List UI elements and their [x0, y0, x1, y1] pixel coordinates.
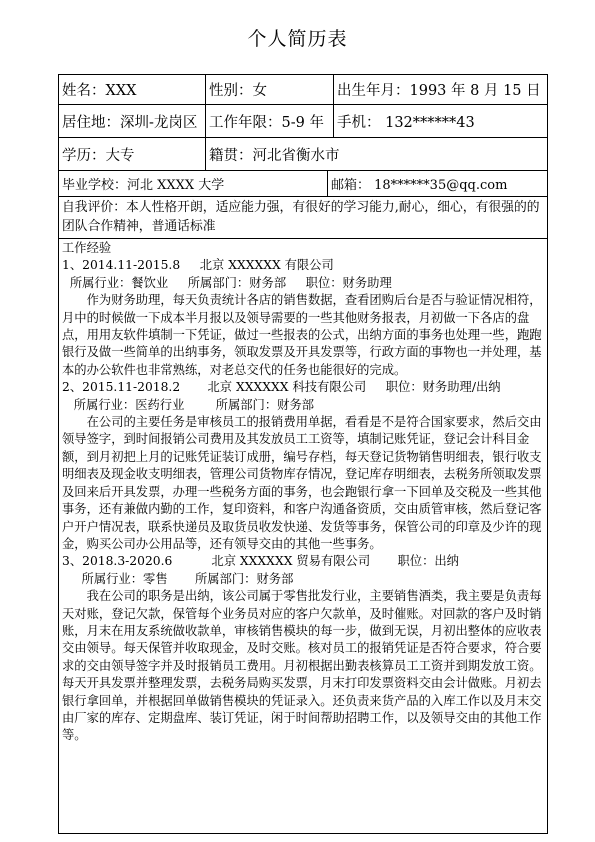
row-school — [58, 170, 548, 196]
work-section — [59, 239, 547, 833]
job-2-detail: 所属行业：医药行业 所属部门：财务部 — [62, 397, 315, 412]
residence-cell: 居住地：深圳-龙岗区 — [59, 105, 206, 137]
email-cell: 邮箱： 18******35@qq.com — [331, 178, 508, 193]
row-residence — [58, 104, 548, 137]
work-years-cell: 工作年限：5-9 年 — [206, 105, 334, 137]
row-work-experience — [58, 238, 548, 834]
work-heading: 工作经验 — [62, 241, 112, 255]
gender-cell: 性别：女 — [206, 75, 334, 104]
row-self-eval — [58, 196, 548, 238]
education-cell: 学历：大专 — [59, 138, 206, 170]
job-2-header: 2、2015.11-2018.2 北京 XXXXXX 科技有限公司 职位：财务助理/出纳 — [62, 380, 501, 395]
phone-cell: 手机： 132******43 — [337, 114, 475, 131]
job-1-header: 1、2014.11-2015.8 北京 XXXXXX 有限公司 — [62, 258, 334, 273]
job-2-description: 在公司的主要任务是审核员工的报销费用单据，看看是不是符合国家要求，然后交由领导签字，到时间报销公司费用及其发放员工工资等，填制记账凭证，登记会计科目金额，到月初把上月的记账凭证装订成册，编号存档，每天登记货物销售明细表，银行收支明细表及现金收支明细表，管理公司货物库存情况，登记库存明细表，去税务所领取发票及回来后开具发票，办理一些税务方面的事务，也会跑银行拿一下回单及交税及一些其他事务，还有兼做内勤的工作，复印资料，和客户沟通备资质，交由质管审核，然后登记客户开户情况表，联系快递员及取货员收发快递、发货等事务，保管公司的印章及少许的现金，购买公司办公用品等，还有领导交由的其他一些事务。 — [62, 415, 542, 551]
resume-table — [58, 74, 548, 834]
self-evaluation: 自我评价：本人性格开朗，适应能力强，有很好的学习能力,耐心，细心，有很强的的团队合作精神，普通话标准 — [62, 200, 540, 234]
page-title: 个人简历表 — [247, 28, 348, 50]
birth-cell: 出生年月：1993 年 8 月 15 日 — [337, 83, 541, 99]
job-3-header: 3、2018.3-2020.6 北京 XXXXXX 贸易有限公司 职位：出纳 — [62, 554, 459, 569]
job-1-description: 作为财务助理，每天负责统计各店的销售数据，查看团购后台是否与验证情况相符，月中的时候做一下成本半月报以及领导需要的一些其他财务报表，月初做一下各店的盘点，用用友软件填制一下凭证，做过一些报表的公式，出纳方面的事务也处理一些，跑跑银行及做一些简单的出纳事务，领取发票及开具发票等，行政方面的事物也一并处理，基本的办公软件也非常熟练，对老总交代的任务也能很好的完成。 — [62, 293, 542, 377]
row-basic-info — [58, 74, 548, 104]
school-cell: 毕业学校：河北 XXXX 大学 — [59, 171, 328, 196]
row-education — [58, 137, 548, 170]
hometown-cell: 籍贯：河北省衡水市 — [209, 147, 340, 164]
job-3-description: 我在公司的职务是出纳，该公司属于零售批发行业，主要销售酒类，我主要是负责每天对账，登记欠款，保管每个业务员对应的客户欠款单，及时催账。对回款的客户及时销账，月末在用友系统做收款单，审核销售模块的每一步，做到无误，月初出整体的应收表交由领导。每天保管并收取现金，及时交账。核对员工的报销凭证是否符合要求，符合要求的交由领导签字并及时报销员工费用。月初根据出勤表核算员工工资并到期发放工资。每天开具发票并整理发票，去税务局购买发票，月末打印发票资料交由会计做账。月初去银行拿回单，并根据回单做销售模块的凭证录入。还负责来货产品的入库工作以及月末交由厂家的库存、定期盘库、装订凭证，闲于时间帮助招聘工作，以及领导交由的其他工作等。 — [62, 589, 542, 743]
job-3-detail: 所属行业：零售 所属部门：财务部 — [62, 571, 294, 586]
job-1-detail: 所属行业：餐饮业 所属部门：财务部 职位：财务助理 — [62, 275, 392, 290]
name-cell: 姓名：XXX — [59, 75, 206, 104]
